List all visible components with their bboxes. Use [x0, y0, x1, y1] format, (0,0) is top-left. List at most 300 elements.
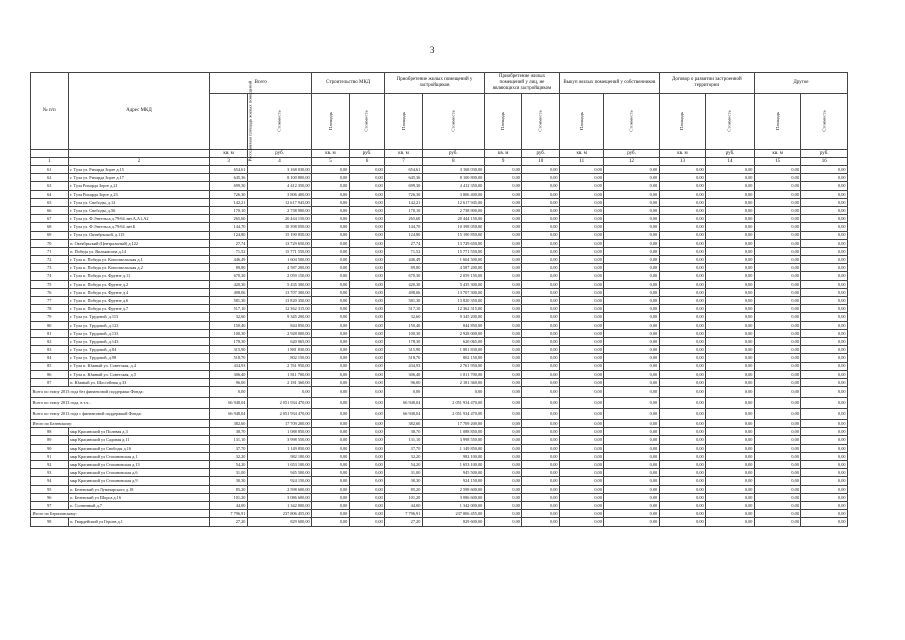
row-zero-cost: 0,00: [522, 206, 560, 214]
row-zero-area: 0,00: [659, 280, 705, 288]
table-row: [31, 206, 848, 214]
table-row: [31, 190, 848, 198]
row-construction-cost: 0,00: [349, 428, 384, 436]
row-zero-area: 0,00: [754, 346, 800, 354]
row-zero-cost: 0,00: [522, 198, 560, 206]
subheader-cost: [706, 94, 755, 150]
row-construction-area: 0,00: [312, 378, 350, 386]
row-developer-area: 27,74: [385, 239, 423, 247]
summary-zero-area: 0,00: [754, 510, 800, 518]
row-developer-cost: 4 587 200,00: [422, 264, 484, 272]
summary-zero-area: 0,00: [754, 387, 800, 398]
summary-zero-cost: 0,00: [801, 420, 848, 428]
row-zero-cost: 0,00: [801, 166, 848, 174]
row-zero-area: 0,00: [484, 264, 522, 272]
row-developer-area: 44,00: [385, 501, 423, 509]
row-zero-cost: 0,00: [522, 428, 560, 436]
summary-zero-cost: 0,00: [706, 409, 755, 420]
row-zero-area: 0,00: [484, 485, 522, 493]
row-developer-area: 498,06: [385, 288, 423, 296]
header-group-buyout: Выкуп жилых помещений у собственников: [560, 73, 660, 94]
table-row: [31, 231, 848, 239]
summary-developer-cost: 0,00: [422, 387, 484, 398]
row-number: 68: [31, 223, 69, 231]
row-number: 81: [31, 329, 69, 337]
table-row: [31, 354, 848, 362]
row-number: 92: [31, 461, 69, 469]
row-developer-cost: 2 928 000,00: [422, 329, 484, 337]
row-zero-cost: 0,00: [706, 280, 755, 288]
row-zero-area: 0,00: [754, 215, 800, 223]
row-number: 87: [31, 378, 69, 386]
row-zero-cost: 0,00: [522, 337, 560, 345]
row-zero-area: 0,00: [560, 264, 604, 272]
subheader-cost: [604, 94, 659, 150]
row-zero-area: 0,00: [484, 329, 522, 337]
summary-row: [31, 409, 848, 420]
row-zero-cost: 0,00: [706, 444, 755, 452]
row-developer-cost: 620 065,00: [422, 337, 484, 345]
row-number: 73: [31, 264, 69, 272]
row-zero-cost: 0,00: [604, 231, 659, 239]
row-zero-area: 0,00: [659, 247, 705, 255]
row-construction-area: 0,00: [312, 337, 350, 345]
table-row: [31, 297, 848, 305]
row-zero-cost: 0,00: [706, 493, 755, 501]
row-zero-area: 0,00: [484, 288, 522, 296]
row-zero-cost: 0,00: [801, 436, 848, 444]
row-construction-area: 0,00: [312, 280, 350, 288]
row-developer-cost: 1 342 000,00: [422, 501, 484, 509]
row-zero-cost: 0,00: [604, 297, 659, 305]
table-row: [31, 288, 848, 296]
row-total-area: 518,70: [210, 354, 248, 362]
row-construction-area: 0,00: [312, 231, 350, 239]
row-zero-cost: 0,00: [706, 354, 755, 362]
row-address: г. Тула ул. Рихарда Зорге д.17: [68, 174, 210, 182]
row-zero-cost: 0,00: [522, 297, 560, 305]
summary-zero-cost: 0,00: [801, 387, 848, 398]
row-total-area: 670,30: [210, 272, 248, 280]
row-address: г. Тула п. Победа ул. Комсомольская д.1: [68, 256, 210, 264]
row-zero-cost: 0,00: [706, 378, 755, 386]
summary-zero-area: 0,00: [659, 420, 705, 428]
row-total-cost: 1 604 500,00: [247, 256, 311, 264]
row-zero-area: 0,00: [560, 469, 604, 477]
row-developer-cost: 13 820 350,00: [422, 297, 484, 305]
row-developer-cost: 8 100 800,00: [422, 174, 484, 182]
table-row: [31, 198, 848, 206]
row-zero-area: 0,00: [754, 461, 800, 469]
table-row: [31, 272, 848, 280]
row-developer-cost: 945 500,00: [422, 469, 484, 477]
summary-construction-cost: 0,00: [349, 420, 384, 428]
row-zero-cost: 0,00: [706, 272, 755, 280]
row-zero-area: 0,00: [560, 280, 604, 288]
row-number: 85: [31, 362, 69, 370]
row-zero-area: 0,00: [659, 469, 705, 477]
row-zero-area: 0,00: [659, 264, 705, 272]
unit-cell: кв. м: [659, 150, 705, 158]
page-number: 3: [430, 45, 435, 55]
row-zero-cost: 0,00: [604, 428, 659, 436]
row-zero-area: 0,00: [484, 313, 522, 321]
row-address: п. Белевский ул Шорса д.16: [68, 493, 210, 501]
row-zero-area: 0,00: [560, 215, 604, 223]
row-zero-cost: 0,00: [706, 461, 755, 469]
row-construction-area: 0,00: [312, 518, 350, 526]
table-row: [31, 461, 848, 469]
subheader-area-label: Площадь: [578, 112, 584, 130]
row-developer-area: 420,30: [385, 280, 423, 288]
table-row: [31, 501, 848, 509]
row-developer-area: 37,70: [385, 444, 423, 452]
row-zero-area: 0,00: [484, 469, 522, 477]
row-developer-cost: 1 604 500,00: [422, 256, 484, 264]
row-zero-cost: 0,00: [706, 436, 755, 444]
row-zero-cost: 0,00: [522, 247, 560, 255]
row-total-area: 699,30: [210, 182, 248, 190]
row-zero-area: 0,00: [484, 198, 522, 206]
row-zero-area: 0,00: [659, 206, 705, 214]
row-total-area: 265,60: [210, 215, 248, 223]
row-developer-area: 517,10: [385, 305, 423, 313]
row-zero-area: 0,00: [754, 313, 800, 321]
row-construction-cost: 0,00: [349, 452, 384, 460]
row-zero-area: 0,00: [560, 493, 604, 501]
row-zero-cost: 0,00: [522, 493, 560, 501]
row-zero-cost: 0,00: [522, 305, 560, 313]
row-zero-cost: 0,00: [706, 428, 755, 436]
row-developer-area: 100,30: [385, 329, 423, 337]
summary-zero-cost: 0,00: [604, 409, 659, 420]
row-developer-area: 446,49: [385, 256, 423, 264]
summary-construction-area: 0,00: [312, 398, 350, 409]
row-zero-area: 0,00: [560, 297, 604, 305]
row-zero-area: 0,00: [560, 370, 604, 378]
row-zero-area: 0,00: [754, 378, 800, 386]
row-address: г. Тула ул. Свободы, д.56: [68, 206, 210, 214]
row-zero-area: 0,00: [560, 362, 604, 370]
subheader-area: [385, 94, 423, 150]
row-total-cost: 1 149 850,00: [247, 444, 311, 452]
unit-cell: кв. м: [484, 150, 522, 158]
row-address: г. Тула ул. Трудовой, д.84: [68, 346, 210, 354]
row-number: 95: [31, 485, 69, 493]
row-number: 89: [31, 436, 69, 444]
row-zero-cost: 0,00: [801, 362, 848, 370]
row-address: г. Тула п. Южный ул. Советская, д.5: [68, 370, 210, 378]
row-address: мкр Красивский ул Свободы д.16: [68, 444, 210, 452]
row-address: мкр Красивский ул Стахановская д.13: [68, 461, 210, 469]
row-zero-cost: 0,00: [604, 174, 659, 182]
row-number: 72: [31, 256, 69, 264]
row-zero-cost: 0,00: [801, 452, 848, 460]
row-zero-cost: 0,00: [522, 461, 560, 469]
row-zero-cost: 0,00: [604, 461, 659, 469]
row-zero-cost: 0,00: [706, 362, 755, 370]
summary-developer-area: 66 948,04: [385, 398, 423, 409]
row-construction-area: 0,00: [312, 182, 350, 190]
row-number: 62: [31, 174, 69, 182]
row-total-area: 27,20: [210, 518, 248, 526]
row-zero-cost: 0,00: [604, 256, 659, 264]
row-construction-area: 0,00: [312, 190, 350, 198]
row-zero-area: 0,00: [659, 305, 705, 313]
subheader-cost-label: Стоимость: [727, 110, 733, 132]
row-zero-cost: 0,00: [604, 518, 659, 526]
row-zero-cost: 0,00: [706, 346, 755, 354]
row-developer-cost: 2 761 950,00: [422, 362, 484, 370]
table-row: [31, 264, 848, 272]
summary-label: Итого по Белевскому:: [31, 420, 210, 428]
row-construction-area: 0,00: [312, 264, 350, 272]
row-number: 76: [31, 288, 69, 296]
row-zero-cost: 0,00: [706, 501, 755, 509]
row-zero-area: 0,00: [484, 223, 522, 231]
summary-total-area: 66 948,04: [210, 398, 248, 409]
row-developer-cost: 12 617 945,00: [422, 198, 484, 206]
row-zero-area: 0,00: [754, 223, 800, 231]
row-zero-area: 0,00: [659, 346, 705, 354]
row-total-cost: 3 806 400,00: [247, 190, 311, 198]
subheader-area-label: Площадь: [327, 112, 333, 130]
row-number: 86: [31, 370, 69, 378]
row-construction-cost: 0,00: [349, 313, 384, 321]
row-zero-cost: 0,00: [522, 288, 560, 296]
row-address: г. Тула Рихарда Зорге д.23: [68, 190, 210, 198]
row-zero-area: 0,00: [659, 452, 705, 460]
header-num: № п/п: [31, 73, 69, 150]
row-zero-area: 0,00: [560, 272, 604, 280]
row-construction-cost: 0,00: [349, 182, 384, 190]
summary-zero-area: 0,00: [560, 510, 604, 518]
row-zero-area: 0,00: [659, 337, 705, 345]
column-number: 3: [210, 158, 248, 166]
row-address: г. Тула п. Победа ул. Фрунзе д.2: [68, 280, 210, 288]
row-zero-cost: 0,00: [706, 297, 755, 305]
row-zero-area: 0,00: [659, 297, 705, 305]
summary-construction-cost: 0,00: [349, 398, 384, 409]
row-zero-area: 0,00: [659, 223, 705, 231]
row-zero-area: 0,00: [659, 198, 705, 206]
row-construction-cost: 0,00: [349, 288, 384, 296]
row-zero-area: 0,00: [484, 182, 522, 190]
row-total-cost: 8 100 800,00: [247, 174, 311, 182]
row-address: г. Тула п. Победа ул. Фрунзе д.11: [68, 272, 210, 280]
row-zero-area: 0,00: [659, 428, 705, 436]
row-zero-cost: 0,00: [801, 174, 848, 182]
table-row: [31, 518, 848, 526]
summary-zero-cost: 0,00: [706, 387, 755, 398]
row-zero-cost: 0,00: [706, 256, 755, 264]
row-zero-cost: 0,00: [522, 264, 560, 272]
row-zero-area: 0,00: [560, 239, 604, 247]
row-total-area: 420,30: [210, 280, 248, 288]
row-total-area: 150,40: [210, 321, 248, 329]
row-number: 65: [31, 198, 69, 206]
column-number: 15: [754, 158, 800, 166]
row-zero-area: 0,00: [484, 206, 522, 214]
row-zero-cost: 0,00: [604, 166, 659, 174]
row-zero-cost: 0,00: [604, 329, 659, 337]
row-zero-cost: 0,00: [604, 198, 659, 206]
subheader-cost-label: Стоимость: [537, 110, 543, 132]
column-number: 6: [349, 158, 384, 166]
row-construction-cost: 0,00: [349, 444, 384, 452]
table-row: [31, 477, 848, 485]
row-total-cost: 4 412 350,00: [247, 182, 311, 190]
row-construction-area: 0,00: [312, 206, 350, 214]
row-zero-area: 0,00: [754, 182, 800, 190]
summary-zero-cost: 0,00: [604, 387, 659, 398]
row-zero-cost: 0,00: [706, 231, 755, 239]
row-construction-area: 0,00: [312, 313, 350, 321]
row-number: 93: [31, 469, 69, 477]
row-construction-area: 0,00: [312, 444, 350, 452]
row-zero-area: 0,00: [560, 485, 604, 493]
row-zero-area: 0,00: [560, 256, 604, 264]
row-construction-cost: 0,00: [349, 305, 384, 313]
row-address: г. Тула ул. Октябрьской, д.115: [68, 231, 210, 239]
row-construction-cost: 0,00: [349, 477, 384, 485]
row-developer-area: 315,90: [385, 346, 423, 354]
row-developer-area: 142,21: [385, 198, 423, 206]
table-row: [31, 452, 848, 460]
row-zero-area: 0,00: [754, 337, 800, 345]
row-developer-area: 645,36: [385, 174, 423, 182]
row-developer-cost: 3 168 030,00: [422, 166, 484, 174]
row-total-cost: 2 598 600,00: [247, 485, 311, 493]
row-zero-cost: 0,00: [604, 485, 659, 493]
summary-zero-cost: 0,00: [801, 409, 848, 420]
row-construction-area: 0,00: [312, 223, 350, 231]
row-developer-cost: 15 190 850,00: [422, 231, 484, 239]
row-developer-area: 27,20: [385, 518, 423, 526]
summary-zero-area: 0,00: [659, 398, 705, 409]
row-zero-cost: 0,00: [522, 501, 560, 509]
row-total-area: 32,60: [210, 313, 248, 321]
row-developer-area: 71,52: [385, 247, 423, 255]
row-zero-cost: 0,00: [801, 305, 848, 313]
row-construction-area: 0,00: [312, 272, 350, 280]
row-zero-cost: 0,00: [706, 215, 755, 223]
summary-developer-area: 382,60: [385, 420, 423, 428]
row-zero-area: 0,00: [484, 174, 522, 182]
row-zero-area: 0,00: [659, 378, 705, 386]
column-number: 9: [484, 158, 522, 166]
row-zero-area: 0,00: [560, 166, 604, 174]
row-construction-area: 0,00: [312, 288, 350, 296]
summary-zero-cost: 0,00: [706, 420, 755, 428]
row-zero-cost: 0,00: [801, 378, 848, 386]
row-construction-area: 0,00: [312, 346, 350, 354]
row-address: г. Тула ул. Трудовой, д.123: [68, 321, 210, 329]
row-zero-cost: 0,00: [604, 206, 659, 214]
row-developer-cost: 3 998 550,00: [422, 436, 484, 444]
row-developer-area: 178,30: [385, 337, 423, 345]
row-zero-cost: 0,00: [801, 354, 848, 362]
unit-cell: кв. м: [312, 150, 350, 158]
table-row: [31, 321, 848, 329]
summary-zero-area: 0,00: [484, 387, 522, 398]
summary-zero-area: 0,00: [754, 398, 800, 409]
subheader-area: [659, 94, 705, 150]
row-construction-cost: 0,00: [349, 329, 384, 337]
row-zero-cost: 0,00: [522, 182, 560, 190]
row-address: г. Тула ул. Трудовой, д.98: [68, 354, 210, 362]
row-zero-area: 0,00: [659, 182, 705, 190]
row-construction-area: 0,00: [312, 477, 350, 485]
summary-construction-cost: 0,00: [349, 510, 384, 518]
row-zero-area: 0,00: [659, 436, 705, 444]
row-construction-area: 0,00: [312, 239, 350, 247]
row-total-cost: 829 600,00: [247, 518, 311, 526]
row-total-area: 44,00: [210, 501, 248, 509]
row-address: мкр Красивский ул Стахановская д.9: [68, 477, 210, 485]
row-address: г. Тула ул. Трудовой, д.143: [68, 337, 210, 345]
row-address: г. Тула п. Победа ул. Фрунзе д.6: [68, 297, 210, 305]
row-number: 83: [31, 346, 69, 354]
row-zero-cost: 0,00: [522, 256, 560, 264]
subheader-cost-label: Стоимость: [628, 110, 634, 132]
row-zero-area: 0,00: [754, 485, 800, 493]
row-construction-area: 0,00: [312, 461, 350, 469]
row-zero-cost: 0,00: [522, 321, 560, 329]
row-zero-cost: 0,00: [706, 477, 755, 485]
row-construction-cost: 0,00: [349, 174, 384, 182]
row-total-cost: 3 998 550,00: [247, 436, 311, 444]
row-construction-cost: 0,00: [349, 166, 384, 174]
row-developer-cost: 1 088 850,00: [422, 428, 484, 436]
summary-zero-cost: 0,00: [801, 510, 848, 518]
row-developer-cost: 982 100,00: [422, 452, 484, 460]
table-row: [31, 378, 848, 386]
row-total-cost: 620 065,00: [247, 337, 311, 345]
table-row: [31, 239, 848, 247]
row-zero-cost: 0,00: [522, 444, 560, 452]
subheader-cost-label: Стоимость: [276, 110, 282, 132]
row-zero-cost: 0,00: [522, 223, 560, 231]
row-zero-area: 0,00: [659, 190, 705, 198]
row-zero-cost: 0,00: [801, 256, 848, 264]
subheader-area-label: Площадь: [679, 112, 685, 130]
row-construction-cost: 0,00: [349, 436, 384, 444]
row-developer-area: 101,20: [385, 493, 423, 501]
summary-label: Всего по этапу 2013 года с финансовой поддержкой Фонда:: [31, 409, 210, 420]
row-zero-area: 0,00: [484, 231, 522, 239]
row-developer-cost: 12 362 315,00: [422, 305, 484, 313]
row-zero-area: 0,00: [754, 362, 800, 370]
row-developer-area: 726,30: [385, 190, 423, 198]
table-row: [31, 362, 848, 370]
summary-row: [31, 420, 848, 428]
row-number: 96: [31, 493, 69, 501]
row-zero-area: 0,00: [560, 182, 604, 190]
row-construction-cost: 0,00: [349, 518, 384, 526]
row-developer-cost: 829 600,00: [422, 518, 484, 526]
row-total-area: 434,93: [210, 362, 248, 370]
row-zero-cost: 0,00: [706, 485, 755, 493]
row-zero-area: 0,00: [659, 461, 705, 469]
row-total-cost: 982 100,00: [247, 452, 311, 460]
row-zero-area: 0,00: [484, 501, 522, 509]
row-zero-cost: 0,00: [801, 518, 848, 526]
subheader-cost: [349, 94, 384, 150]
row-zero-area: 0,00: [754, 297, 800, 305]
summary-total-cost: 0,00: [247, 387, 311, 398]
table-row: [31, 305, 848, 313]
